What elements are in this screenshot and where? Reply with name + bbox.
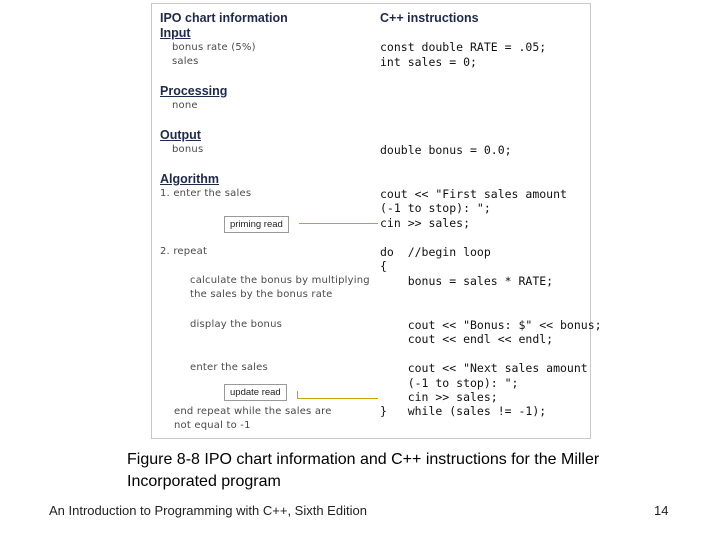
algorithm-step-calc-2: the sales by the bonus rate [190,289,333,300]
code-line-do: do //begin loop [380,245,491,259]
algorithm-step-end-1: end repeat while the sales are [174,406,332,417]
code-line-cout-bonus: cout << "Bonus: $" << bonus; [380,318,602,332]
algorithm-step-end-2: not equal to -1 [174,420,251,431]
code-line-open-brace: { [380,259,387,273]
algorithm-step-enter: enter the sales [190,362,268,373]
code-line-const: const double RATE = .05; [380,40,547,54]
code-line-endl: cout << endl << endl; [380,332,554,346]
algorithm-heading: Algorithm [160,172,220,186]
ipo-chart-figure [151,3,602,439]
code-line-stop-next: (-1 to stop): "; [380,376,519,390]
footer-book-title: An Introduction to Programming with C++, Sixth Edition [49,503,367,518]
input-item-rate: bonus rate (5%) [172,42,256,53]
code-line-cout-next: cout << "Next sales amount [380,361,588,375]
output-item: bonus [172,144,204,155]
algorithm-step-calc-1: calculate the bonus by multiplying [190,275,370,286]
input-heading: Input [160,26,191,40]
algorithm-step-1: 1. enter the sales [160,188,252,199]
code-line-int: int sales = 0; [380,55,477,69]
priming-read-connector [299,223,378,224]
code-line-cin-first: cin >> sales; [380,216,471,230]
code-line-stop-first: (-1 to stop): "; [380,201,491,215]
ipo-column-header: IPO chart information [160,11,288,25]
update-read-connector [297,398,378,399]
code-line-bonus-calc: bonus = sales * RATE; [380,274,554,288]
figure-caption: Figure 8-8 IPO chart information and C++ instructions for the Miller Incorporated program [127,451,600,490]
algorithm-step-display: display the bonus [190,319,283,330]
code-line-double: double bonus = 0.0; [380,143,512,157]
code-line-cout-first: cout << "First sales amount [380,187,567,201]
cpp-column-header: C++ instructions [380,11,479,25]
processing-item: none [172,100,198,111]
code-line-while: } while (sales != -1); [380,404,547,418]
footer-page-number: 14 [654,503,669,518]
code-line-cin-next: cin >> sales; [380,390,498,404]
algorithm-step-2: 2. repeat [160,246,208,257]
priming-read-callout: priming read [224,216,289,233]
input-item-sales: sales [172,56,199,67]
processing-heading: Processing [160,84,228,98]
output-heading: Output [160,128,201,142]
update-read-callout: update read [224,384,287,401]
